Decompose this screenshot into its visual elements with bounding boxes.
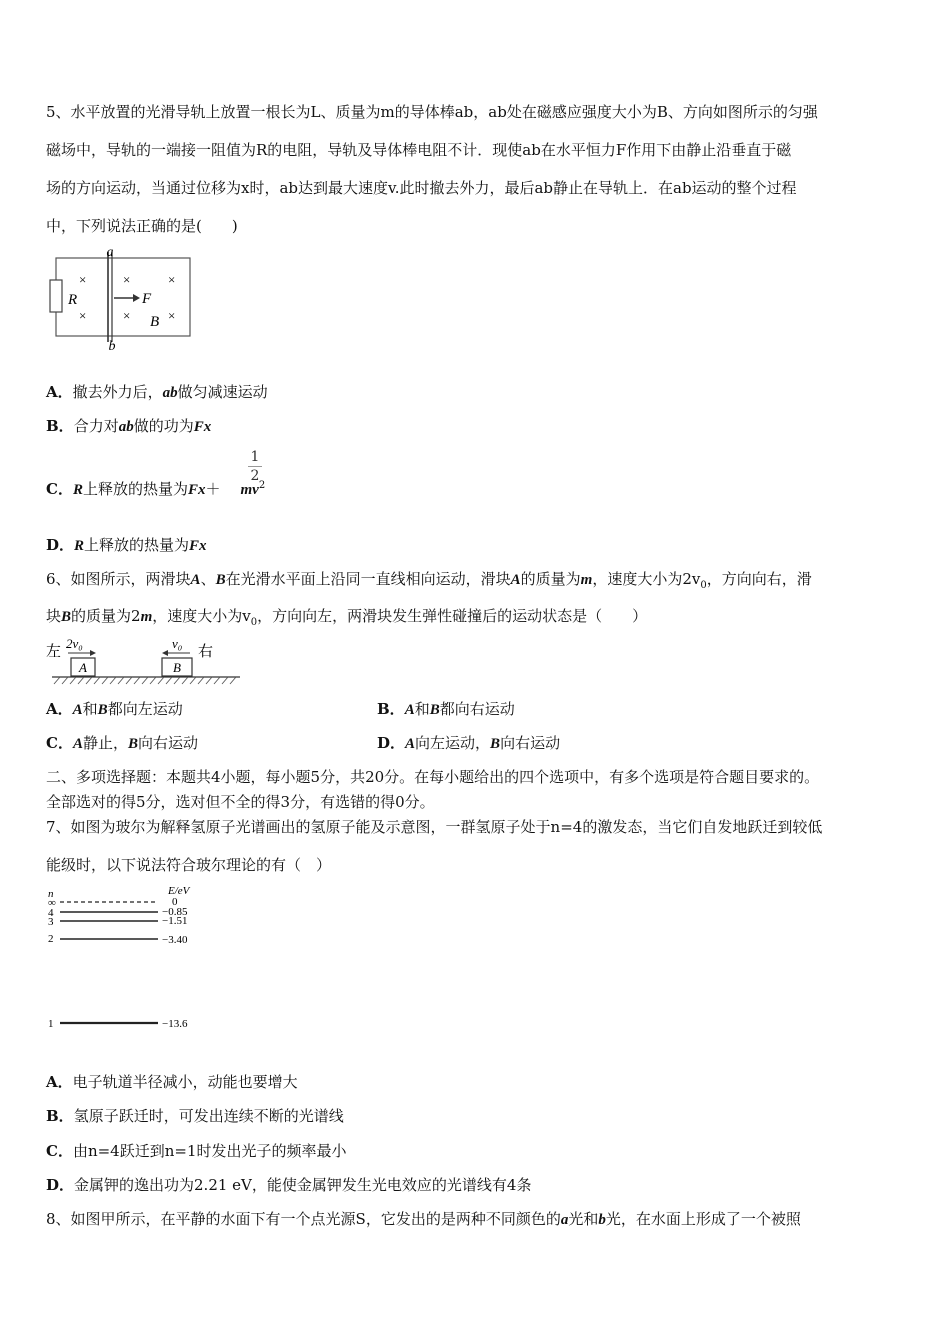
q7-option-a: A．电子轨道半径减小，动能也要增大 — [46, 1073, 298, 1091]
label-va: 2v₀ — [66, 636, 83, 651]
label-f: F — [142, 291, 152, 307]
q5-line-3: 场的方向运动，当通过位移为x时，ab达到最大速度v.此时撤去外力，最后ab静止在导轨上．在ab运动的整个过程 — [46, 179, 797, 197]
section-2-instructions-1: 二、多项选择题：本题共4小题，每小题5分，共20分。在每小题给出的四个选项中，有多个选项是符合题目要求的。 — [46, 768, 820, 786]
q5-option-b: B．合力对ab做的功为Fx — [46, 417, 212, 435]
level-n: ∞ — [48, 897, 56, 909]
q6-option-a: A．A和B都向左运动 — [46, 700, 183, 718]
label-a: a — [106, 245, 114, 260]
cross-mark: × — [168, 308, 176, 323]
label-field-b: B — [150, 314, 160, 330]
q6-line-1: 6、如图所示，两滑块A、B在光滑水平面上沿同一直线相向运动，滑块A的质量为m，速度大小为$2v_0$，方向向右，滑 — [46, 570, 812, 591]
ground-hatching — [54, 677, 236, 684]
q5-circuit-figure — [46, 244, 196, 352]
q5-option-d: D．R上释放的热量为Fx — [46, 536, 207, 554]
svg-text:B: B — [173, 660, 181, 675]
section-2-instructions-2: 全部选对的得5分，选对但不全的得3分，有选错的得0分。 — [46, 793, 435, 811]
resistor — [50, 280, 62, 312]
q8-line-1: 8、如图甲所示，在平静的水面下有一个点光源S，它发出的是两种不同颜色的a光和b光，在水面上形成了一个被照 — [46, 1210, 801, 1228]
q6-option-d: D．A向左运动，B向右运动 — [377, 734, 561, 752]
label-b: b — [108, 339, 116, 352]
q5-line-2: 磁场中，导轨的一端接一阻值为R的电阻，导轨及导体棒电阻不计．现使ab在水平恒力F作用下由静止沿垂直于磁 — [46, 141, 792, 159]
q5-line-1: 5、水平放置的光滑导轨上放置一根长为L、质量为m的导体棒ab，ab处在磁感应强度大小为B、方向如图所示的匀强 — [46, 103, 818, 121]
label-vb: v₀ — [172, 636, 183, 651]
level-n: 3 — [48, 916, 54, 928]
q7-energy-level-diagram — [46, 884, 216, 1034]
fraction-one-half: 1 2 — [248, 449, 262, 484]
level-n: 4 — [48, 907, 54, 919]
q5-option-c: C．R上释放的热量为$Fx+ mv^2$ — [46, 480, 266, 498]
q7-option-b: B．氢原子跃迁时，可发出连续不断的光谱线 — [46, 1107, 344, 1125]
q7-option-c: C．由n=4跃迁到n=1时发出光子的频率最小 — [46, 1142, 347, 1160]
level-n: 2 — [48, 933, 54, 945]
q7-option-d: D．金属钾的逸出功为2.21 eV，能使金属钾发生光电效应的光谱线有4条 — [46, 1176, 532, 1194]
q6-collision-figure — [44, 636, 244, 688]
q6-option-c: C．A静止，B向右运动 — [46, 734, 199, 752]
q7-line-2: 能级时，以下说法符合玻尔理论的有（ ） — [46, 856, 332, 874]
label-right: 右 — [198, 644, 214, 660]
label-r: R — [68, 292, 78, 308]
cross-mark: × — [123, 272, 131, 287]
q6-line-2: 块B的质量为2m，速度大小为$v_0$，方向向左，两滑块发生弹性碰撞后的运动状态是（ ） — [46, 607, 648, 628]
q5-option-a: A．撤去外力后，ab做匀减速运动 — [46, 383, 268, 401]
q6-option-b: B．A和B都向右运动 — [377, 700, 515, 718]
svg-text:A: A — [79, 660, 87, 675]
q5-line-4: 中，下列说法正确的是( ) — [46, 217, 238, 235]
level-energy: −0.85 — [162, 906, 188, 918]
cross-mark: × — [79, 272, 87, 287]
cross-mark: × — [79, 308, 87, 323]
energy-header: E/eV — [168, 885, 190, 897]
level-energy: −3.40 — [162, 934, 188, 946]
n-header: n — [48, 888, 54, 900]
level-energy: −13.6 — [162, 1018, 188, 1030]
level-n: 1 — [48, 1018, 54, 1030]
cross-mark: × — [168, 272, 176, 287]
q7-line-1: 7、如图为玻尔为解释氢原子光谱画出的氢原子能及示意图，一群氢原子处于n=4的激发态，当它们自发地跃迁到较低 — [46, 818, 823, 836]
arrow-right-icon — [90, 650, 96, 656]
label-left: 左 — [46, 644, 62, 660]
level-energy: 0 — [172, 896, 178, 908]
arrow-left-icon — [162, 650, 168, 656]
cross-mark: × — [123, 308, 131, 323]
level-energy: −1.51 — [162, 915, 188, 927]
